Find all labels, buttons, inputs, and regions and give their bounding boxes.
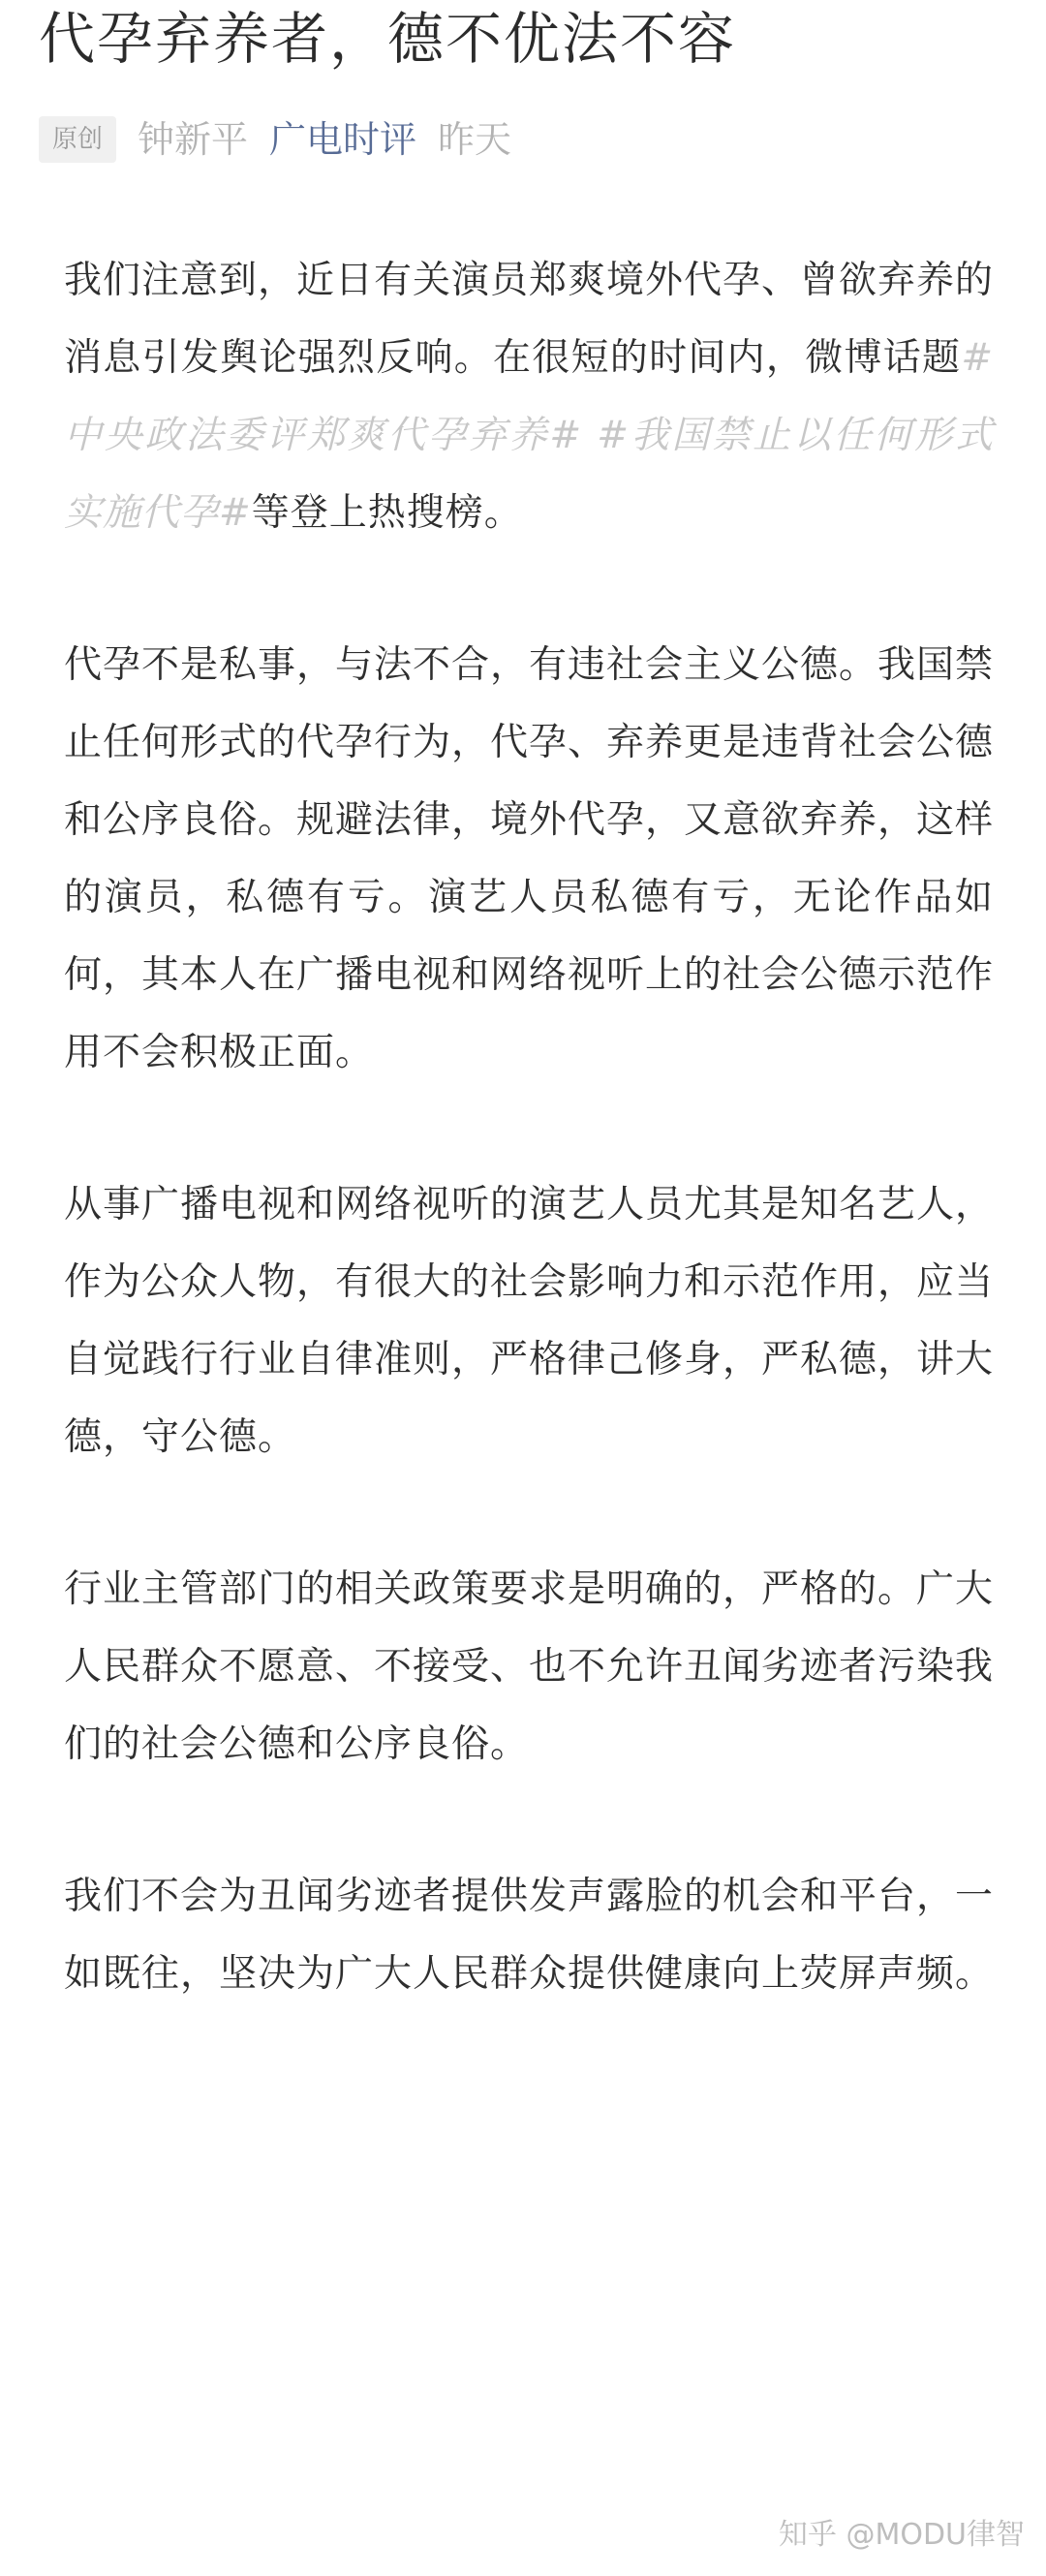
article-title: 代孕弃养者，德不优法不容 [39,6,737,72]
watermark [779,2516,1025,2555]
paragraph-1-text-c: 等登上热搜榜。 [251,491,523,535]
paragraph-3: 从事广播电视和网络视听的演艺人员尤其是知名艺人，作为公众人物，有很大的社会影响力和示范作用，应当自觉践行行业自律准则，严格律己修身，严私德，讲大德，守公德。 [64,1183,995,1459]
publish-date: 昨天 [438,118,512,161]
paragraph-1-text-b [582,414,597,457]
article-meta [39,112,511,167]
hashtag-2[interactable]: #我国禁止以任何形式实施代孕# [64,414,994,535]
paragraph-2: 代孕不是私事，与法不合，有违社会主义公德。我国禁止任何形式的代孕行为，代孕、弃养更是违背社会公德和公序良俗。规避法律，境外代孕，又意欲弃养，这样的演员，私德有亏。演艺人员私德有亏，无论作品如何，其本人在广播电视和网络视听上的社会公德示范作用不会积极正面。 [64,643,995,1074]
original-badge: 原创 [39,116,116,163]
paragraph-1 [64,242,994,552]
hashtag-1[interactable]: #中央政法委评郑爽代孕弃养# [64,336,994,457]
paragraph-5: 我们不会为丑闻劣迹者提供发声露脸的机会和平台，一如既往，坚决为广大人民群众提供健康向上荧屏声频。 [64,1875,995,1996]
author-name: 钟新平 [138,118,249,161]
account-link[interactable]: 广电时评 [269,118,417,161]
watermark-text: 知乎 @MODU律智 [778,2518,1025,2552]
article-body [64,242,994,2013]
paragraph-4: 行业主管部门的相关政策要求是明确的，严格的。广大人民群众不愿意、不接受、也不允许丑闻劣迹者污染我们的社会公德和公序良俗。 [64,1567,995,1766]
paragraph-1-text-a: 我们注意到，近日有关演员郑爽境外代孕、曾欲弃养的消息引发舆论强烈反响。在很短的时间内，微博话题 [64,259,995,380]
